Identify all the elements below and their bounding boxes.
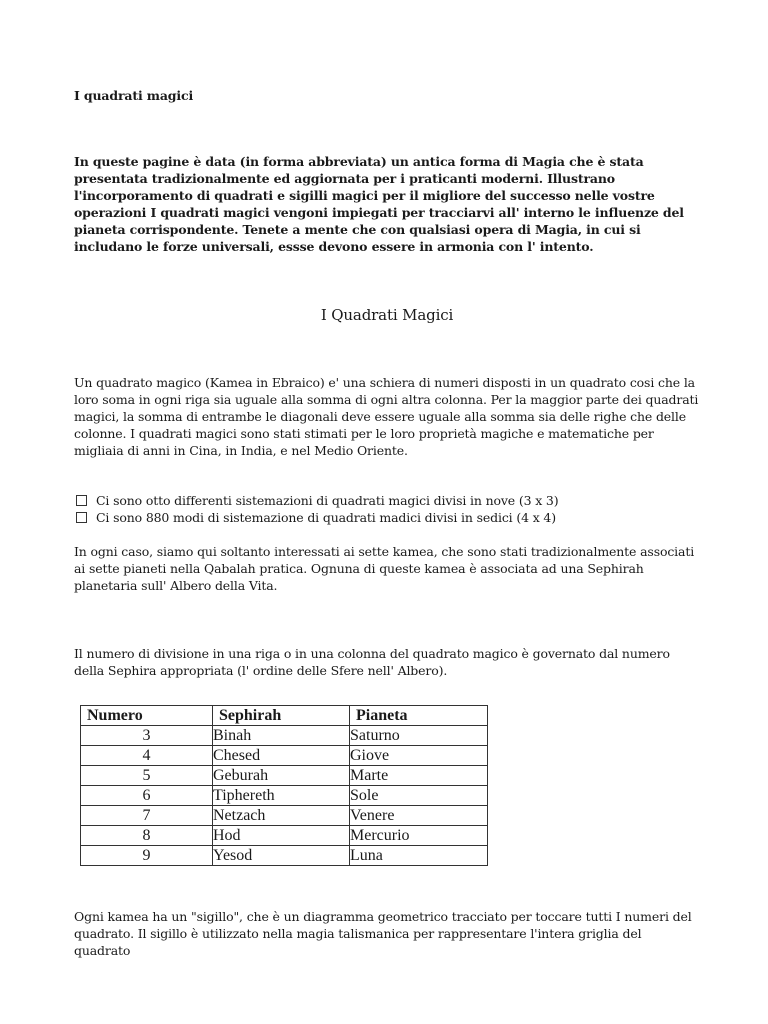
cell-numero: 9 xyxy=(81,846,213,866)
sephirah-table-wrapper xyxy=(80,705,488,866)
bullet-list xyxy=(74,492,700,526)
cell-pianeta: Mercurio xyxy=(350,826,488,846)
bullet-text: Ci sono otto differenti sistemazioni di quadrati magici divisi in nove (3 x 3) xyxy=(96,493,559,508)
cell-pianeta: Luna xyxy=(350,846,488,866)
cell-pianeta: Giove xyxy=(350,746,488,766)
bullet-item xyxy=(74,509,700,526)
cell-pianeta: Saturno xyxy=(350,726,488,746)
header-pianeta: Pianeta xyxy=(350,706,488,726)
intro-paragraph: In queste pagine è data (in forma abbreviata) un antica forma di Magia che è stata presentata tradizionalmente ed aggiornata per i praticanti moderni. Illustrano l'incorporamento di quadrati e sigilli magici per il migliore del successo nelle vostre operazioni I quadrati magici vengoni impiegati per tracciarvi all' interno le influenze del pianeta corrispondente. Tenete a mente che con qualsiasi opera di Magia, in cui si includano le forze universali, essse devono essere in armonia con l' intento. xyxy=(74,154,684,254)
table-row xyxy=(81,846,488,866)
document-title: I quadrati magici xyxy=(74,88,194,103)
cell-sephirah: Chesed xyxy=(213,746,350,766)
bullet-item xyxy=(74,492,700,509)
table-row xyxy=(81,826,488,846)
cell-numero: 7 xyxy=(81,806,213,826)
header-sephirah: Sephirah xyxy=(213,706,350,726)
cell-numero: 6 xyxy=(81,786,213,806)
cell-sephirah: Geburah xyxy=(213,766,350,786)
cell-sephirah: Tiphereth xyxy=(213,786,350,806)
cell-numero: 5 xyxy=(81,766,213,786)
cell-numero: 4 xyxy=(81,746,213,766)
sephirah-table xyxy=(80,705,488,866)
body-paragraph-1: Un quadrato magico (Kamea in Ebraico) e' una schiera di numeri disposti in un quadrato cosi che la loro soma in ogni riga sia uguale alla somma di ogni altra colonna. Per la maggior parte dei quadrati magici, la somma di entrambe le diagonali deve essere uguale alla somma sia delle righe che delle colonne. I quadrati magici sono stati stimati per le loro proprietà magiche e matematiche per migliaia di anni in Cina, in India, e nel Medio Oriente. xyxy=(74,375,699,458)
table-row xyxy=(81,786,488,806)
square-bullet-icon xyxy=(76,512,87,523)
table-row xyxy=(81,806,488,826)
body-paragraph-4: Ogni kamea ha un "sigillo", che è un diagramma geometrico tracciato per toccare tutti I numeri del quadrato. Il sigillo è utilizzato nella magia talismanica per rappresentare l'intera griglia del quadrato xyxy=(74,909,692,958)
table-row xyxy=(81,766,488,786)
body-paragraph-3: Il numero di divisione in una riga o in una colonna del quadrato magico è governato dal numero della Sephira appropriata (l' ordine delle Sfere nell' Albero). xyxy=(74,646,670,678)
cell-sephirah: Hod xyxy=(213,826,350,846)
cell-sephirah: Yesod xyxy=(213,846,350,866)
cell-numero: 3 xyxy=(81,726,213,746)
square-bullet-icon xyxy=(76,495,87,506)
cell-pianeta: Sole xyxy=(350,786,488,806)
section-heading: I Quadrati Magici xyxy=(320,306,454,324)
body-paragraph-2: In ogni caso, siamo qui soltanto interessati ai sette kamea, che sono stati tradizionalmente associati ai sette pianeti nella Qabalah pratica. Ognuna di queste kamea è associata ad una Sephirah planetaria sull' Albero della Vita. xyxy=(74,544,695,593)
cell-pianeta: Marte xyxy=(350,766,488,786)
cell-numero: 8 xyxy=(81,826,213,846)
bullet-text: Ci sono 880 modi di sistemazione di quadrati madici divisi in sedici (4 x 4) xyxy=(96,510,556,525)
cell-sephirah: Binah xyxy=(213,726,350,746)
table-row xyxy=(81,746,488,766)
cell-sephirah: Netzach xyxy=(213,806,350,826)
table-row xyxy=(81,726,488,746)
header-numero: Numero xyxy=(81,706,213,726)
cell-pianeta: Venere xyxy=(350,806,488,826)
table-header-row xyxy=(81,706,488,726)
